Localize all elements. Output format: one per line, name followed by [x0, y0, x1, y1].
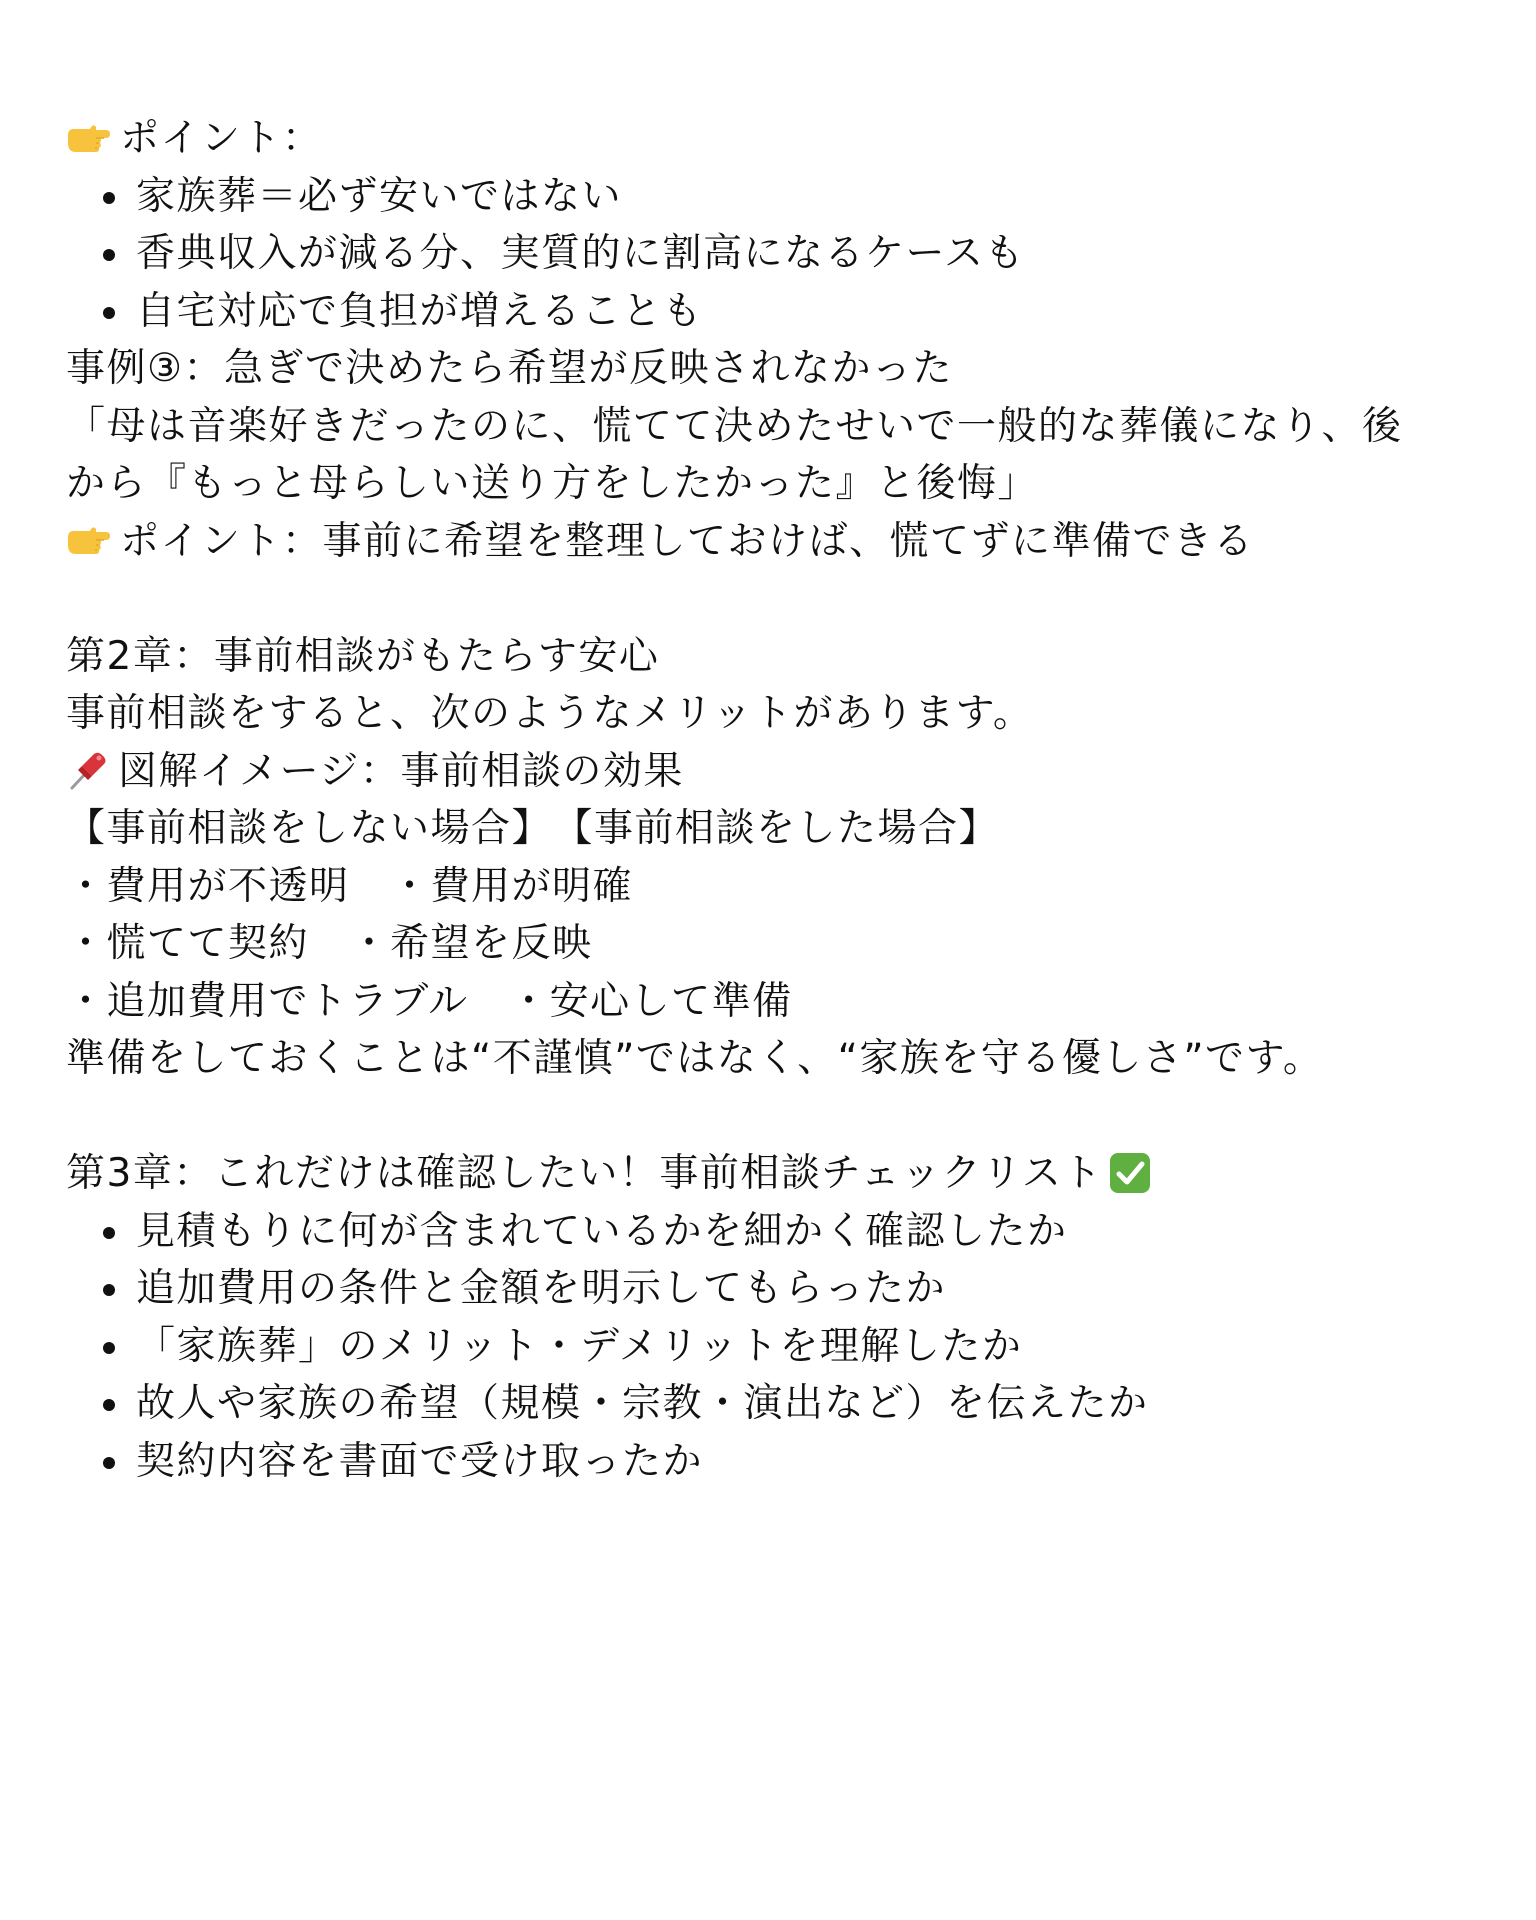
case-title: 事例③：急ぎで決めたら希望が反映されなかった — [66, 346, 953, 391]
checklist-item: 故人や家族の希望（規模・宗教・演出など）を伝えたか — [66, 1375, 1496, 1433]
compare-header: 【事前相談をしない場合】 【事前相談をした場合】 — [66, 806, 1000, 851]
spacer — [66, 570, 1496, 628]
chapter-2-title: 第2章：事前相談がもたらす安心 — [66, 633, 660, 679]
point-heading — [66, 110, 1496, 168]
chapter-2-intro: 事前相談をすると、次のようなメリットがあります。 — [66, 691, 1034, 736]
compare-row: ・追加費用でトラブル ・安心して準備 — [66, 978, 793, 1024]
list-item: 自宅対応で負担が増えることも — [66, 283, 1496, 341]
compare-row: ・慌てて契約 ・希望を反映 — [66, 921, 593, 966]
check-mark-button-icon — [1109, 1152, 1151, 1194]
diagram-title — [66, 743, 1496, 801]
list-item: 香典収入が減る分、実質的に割高になるケースも — [66, 225, 1496, 283]
case-point-text: ポイント：事前に希望を整理しておけば、慌てずに準備できる — [120, 518, 1255, 564]
checklist-item: 見積もりに何が含まれているかを細かく確認したか — [66, 1203, 1496, 1261]
case-quote-line: 「母は音楽好きだったのに、慌てて決めたせいで一般的な葬儀になり、後 — [66, 403, 1403, 449]
checklist-item: 「家族葬」のメリット・デメリットを理解したか — [66, 1318, 1496, 1376]
chapter-3-title-text: 第3章：これだけは確認したい！事前相談チェックリスト — [66, 1151, 1103, 1196]
pointing-hand-icon — [66, 121, 110, 155]
pointing-hand-icon — [66, 523, 110, 557]
case-point — [66, 513, 1496, 571]
compare-row: ・費用が不透明 ・費用が明確 — [66, 863, 634, 909]
pushpin-icon — [66, 748, 110, 792]
point-heading-text: ポイント： — [120, 116, 323, 161]
checklist-item: 追加費用の条件と金額を明示してもらったか — [66, 1260, 1496, 1318]
diagram-title-text: 図解イメージ：事前相談の効果 — [118, 748, 684, 794]
case-quote-line: から『もっと母らしい送り方をしたかった』と後悔」 — [66, 461, 1039, 506]
chapter-3-title — [66, 1145, 1496, 1203]
chapter-2-conclusion: 準備をしておくことは“不謹慎”ではなく、“家族を守る優しさ”です。 — [66, 1036, 1324, 1081]
checklist-item: 契約内容を書面で受け取ったか — [66, 1433, 1496, 1491]
document-body — [66, 110, 1496, 1490]
list-item: 家族葬＝必ず安いではない — [66, 168, 1496, 226]
spacer — [66, 1088, 1496, 1146]
